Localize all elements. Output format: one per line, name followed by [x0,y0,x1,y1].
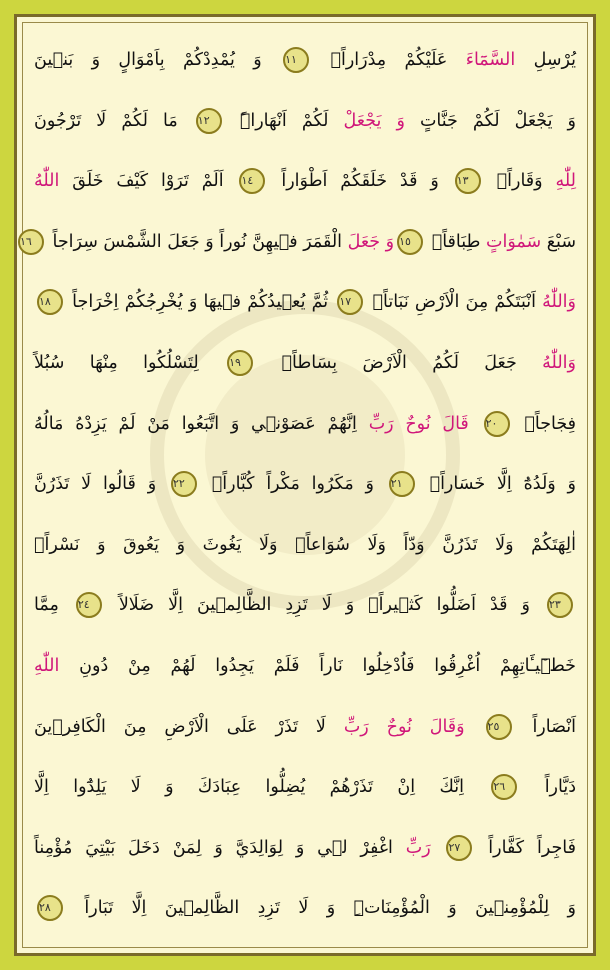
text-segment: ثُمَّ يُع۪يدُكُمْ ف۪يهَا وَ يُخْرِجُكُمْ اِخْرَاجاً [66,292,335,313]
highlighted-text: رَبِّ [405,837,444,858]
verse-number-marker: ٢٢ [171,471,197,497]
verse-number-marker: ١٣ [455,168,481,194]
text-segment: وَ قَدْ اَضَلُّوا كَث۪يراًۚ وَ لَا تَزِدِ الظَّالِم۪ينَ اِلَّا ضَلَالاً [104,595,544,616]
text-segment: اَلَمْ تَرَوْا كَيْفَ خَلَقَ [59,171,237,192]
text-line [34,878,576,939]
text-line [34,394,576,455]
text-segment: خَط۪ٓيـَٔاتِهِمْ اُغْرِقُوا فَاُدْخِلُوا نَاراً فَلَمْ يَجِدُوا لَهُمْ مِنْ دُونِ [59,655,576,676]
verse-number-marker: ١٩ [227,350,253,376]
text-line [34,818,576,879]
text-line [34,333,576,394]
verse-number-marker: ٢٤ [76,592,102,618]
verse-number-marker: ٢١ [389,471,415,497]
text-segment: فِجَاجاً۟ [512,413,577,434]
text-segment: وَ قَالُوا لَا تَذَرُنَّ [34,474,168,495]
text-segment: طِبَاقاًۙ [426,231,486,252]
text-line [34,757,576,818]
text-segment: عَلَيْكُمْ مِدْرَاراًۙ [312,50,466,70]
text-line [34,272,576,333]
verse-number-marker: ١١ [283,47,309,73]
verse-number-marker: ١٨ [37,289,63,315]
verse-number-marker: ٢٧ [446,835,472,861]
highlighted-text: قَالَ نُوحٌ رَبِّ [368,413,481,434]
text-line [34,454,576,515]
highlighted-text: لِلّٰهِ [555,171,577,192]
text-segment: اِنَّكَ اِنْ تَذَرْهُمْ يُضِلُّوا عِبَادَكَ وَ لَا يَلِدُٓوا اِلَّا [34,777,489,798]
verse-number-marker: ٢٣ [547,592,573,618]
highlighted-text: اللّٰهُ [34,171,60,192]
text-segment: وَ قَدْ خَلَقَكُمْ اَطْوَاراً [268,171,452,192]
text-segment: دَيَّاراً [520,777,577,798]
text-segment: مَا لَكُمْ لَا تَرْجُونَ [34,110,193,131]
verse-number-marker: ٢٠ [484,411,510,437]
highlighted-text: وَ جَعَلَ [347,231,395,252]
text-line [34,91,576,152]
highlighted-text: وَ يَجْعَلْ [343,110,405,131]
highlighted-text: اللّٰهِ [34,655,60,676]
verse-number-marker: ٢٨ [37,895,63,921]
text-segment: اَنْصَاراً [514,716,576,737]
verse-number-marker: ١٥ [397,229,423,255]
text-line [19,212,576,273]
text-segment: وَ يُمْدِدْكُمْ بِاَمْوَالٍ وَ بَن۪ينَ [34,50,281,70]
text-segment: لَكُمْ اَنْهَاراًۜ [224,110,344,131]
text-segment: لِتَسْلُكُوا مِنْهَا سُبُلاً [34,352,225,373]
text-segment: الْقَمَرَ ف۪يهِنَّ نُوراً وَ جَعَلَ الشَّمْسَ سِرَاجاً [46,231,348,252]
text-segment: اَنْبَتَكُمْ مِنَ الْاَرْضِ نَبَاتاًۙ [366,292,543,313]
text-segment: لَا تَذَرْ عَلَى الْاَرْضِ مِنَ الْكَافِر۪ينَ [34,716,344,737]
highlighted-text: وَقَالَ نُوحٌ رَبِّ [343,716,483,737]
highlighted-text: السَّمَٓاءَ [465,50,516,70]
text-segment: وَقَاراًۚ [483,171,556,192]
text-segment: يُرْسِلِ [515,50,577,70]
verse-number-marker: ٢٥ [486,714,512,740]
text-segment: وَ وَلَدُهُٓ اِلَّا خَسَاراًۚ [417,474,576,495]
verse-number-marker: ٢٦ [491,774,517,800]
verse-number-marker: ١٦ [18,229,44,255]
verse-number-marker: ١٧ [337,289,363,315]
text-segment: اٰلِهَتَكُمْ وَلَا تَذَرُنَّ وَدّاً وَلَا سُوَاعاًۙ وَلَا يَغُوثَ وَ يَعُوقَ وَ نَسْراًۚ [34,534,576,555]
text-segment: وَ يَجْعَلْ لَكُمْ جَنَّاتٍ [404,110,576,131]
text-line [34,697,576,758]
text-segment: اغْفِرْ ل۪ي وَ لِوَالِدَيَّ وَ لِمَنْ دَخَلَ بَيْتِيَ مُؤْمِناً [34,837,406,858]
highlighted-text: وَاللّٰهُ [542,292,576,313]
text-segment: وَ لِلْمُؤْمِن۪ينَ وَ الْمُؤْمِنَاتِۜ وَ لَا تَزِدِ الظَّالِم۪ينَ اِلَّا تَبَاراً [66,898,576,919]
verse-number-marker: ١٢ [196,108,222,134]
text-segment: وَ مَكَرُوا مَكْراً كُبَّاراًۚ [199,474,386,495]
text-segment: اِنَّهُمْ عَصَوْن۪ي وَ اتَّبَعُوا مَنْ لَمْ يَزِدْهُ مَالُهُ [34,413,369,434]
text-segment: جَعَلَ لَكُمُ الْاَرْضَ بِسَاطاًۙ [256,352,543,373]
text-line [34,575,576,636]
text-line [34,151,576,212]
text-segment: مِمَّا [34,595,73,616]
verse-number-marker: ١٤ [239,168,265,194]
text-block [19,30,577,940]
text-segment: سَبْعَ [541,231,576,252]
highlighted-text: وَاللّٰهُ [542,352,576,373]
text-line [34,30,576,91]
highlighted-text: سَمٰوَاتٍ [486,231,542,252]
text-line [34,515,576,576]
text-line [34,636,576,697]
text-segment: فَاجِراً كَفَّاراً [475,837,576,858]
